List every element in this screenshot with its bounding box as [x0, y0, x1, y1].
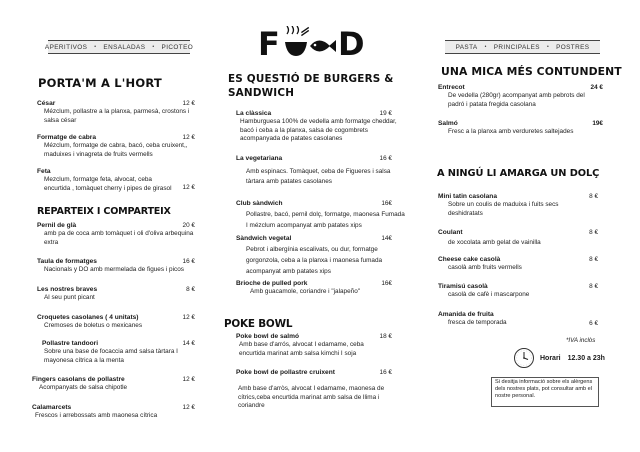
item-name: César: [37, 100, 56, 107]
item-price: 12 €: [182, 376, 195, 383]
menu-item-calamarcets[interactable]: [32, 404, 195, 421]
menu-item-pollastre-tandoori[interactable]: [37, 340, 195, 365]
item-name: Taula de formatges: [37, 258, 97, 265]
item-description: Pebrot i albergínia escalivats, ou dur, formatge gorgonzola, ceba a la planxa i maonesa fumada acompanyat amb patates xips: [246, 246, 383, 276]
nav-separator-dot: •: [152, 44, 155, 50]
item-name: Brioche de pulled pork: [236, 280, 308, 287]
nav-bar-left: [44, 40, 194, 54]
menu-item-poke-salmo[interactable]: [236, 333, 406, 358]
item-description: Frescos i arrebossats amb maonesa cítrica: [35, 412, 158, 420]
item-name: Fingers casolans de pollastre: [32, 376, 125, 383]
item-price: 16 €: [379, 369, 392, 376]
item-name: Sàndwich vegetal: [236, 235, 292, 242]
item-price: 16 €: [182, 258, 195, 265]
item-price: 16 €: [379, 155, 392, 162]
menu-item-vegetariana[interactable]: [236, 155, 406, 187]
item-name: Poke bowl de salmó: [236, 333, 300, 340]
item-description: De vedella (280gr) acompanyat amb pebrots del padró i patata fregida casolana: [448, 92, 585, 108]
item-price: 14 €: [182, 340, 195, 347]
nav-item-postres[interactable]: POSTRES: [556, 43, 590, 51]
item-name: Salmó: [438, 120, 458, 127]
item-name: Tiramisú casolà: [438, 283, 488, 290]
nav-bar-right: [445, 40, 600, 54]
item-price: 19€: [592, 120, 603, 127]
item-price: 24 €: [590, 84, 603, 91]
nav-separator-dot: •: [484, 44, 487, 50]
allergen-notice: Si desitja informació sobre els alèrgens dels nostres plats, pot consultar amb el nostre personal.: [491, 377, 599, 407]
item-name: Calamarcets: [32, 404, 72, 411]
item-price: 14€: [381, 235, 392, 242]
menu-item-tatin[interactable]: [438, 193, 598, 218]
menu-item-classica[interactable]: [236, 110, 406, 144]
item-description: amb pa de coca amb tomàquet i oli d'oliva arbequina extra: [44, 230, 194, 246]
item-description: casolà de cafè i mascarpone: [448, 291, 530, 299]
item-name: La clàssica: [236, 110, 272, 117]
item-name: Formatge de cabra: [37, 134, 96, 141]
section-title-comparteix: REPARTEIX I COMPARTEIX: [37, 206, 171, 217]
item-price: 8 €: [589, 283, 598, 290]
item-name: Entrecot: [438, 84, 465, 91]
nav-separator-dot: •: [546, 44, 550, 50]
menu-item-fingers[interactable]: [32, 376, 195, 393]
menu-item-croquetes[interactable]: [37, 314, 195, 331]
item-price: 8 €: [589, 256, 598, 263]
bowl-icon: [285, 26, 309, 56]
item-description: Amb espinacs. Tomàquet, ceba de Figueres i salsa tàrtara amb patates casolanes: [246, 168, 391, 186]
section-title-poke-bowl: POKE BOWL: [224, 318, 293, 330]
menu-item-club-sandwich[interactable]: [236, 200, 406, 231]
menu-item-pernil[interactable]: [37, 222, 195, 247]
item-price: 12 €: [182, 134, 195, 141]
item-description: Amb guacamole, coriandre i "jalapeño": [250, 288, 361, 296]
nav-item-aperitivos[interactable]: APERITIVOS: [44, 43, 88, 51]
item-price: 6 €: [589, 320, 598, 327]
item-name: Pollastre tandoori: [42, 340, 99, 347]
menu-item-coulant[interactable]: [438, 229, 598, 248]
item-description: Amb base d'arrós, alvocat I edamame, ceba encurtida marinat amb salsa kimchi I soja: [239, 341, 364, 357]
logo-letter-f: F: [258, 26, 280, 60]
item-description: Sobre un coulis de maduixa i fuits secs deshidratats: [448, 201, 559, 217]
item-description: fresca de temporada: [448, 319, 507, 327]
section-title-burgers: ES QUESTIÓ DE BURGERS & SANDWICH: [228, 73, 394, 99]
section-title-contundent: UNA MICA MÉS CONTUNDENT: [441, 65, 622, 78]
nav-item-principales[interactable]: PRINCIPALES: [493, 43, 540, 51]
item-description: Al seu punt picant: [44, 294, 95, 302]
menu-item-entrecot[interactable]: [438, 84, 603, 109]
item-description: Amb base d'arròs, alvocat I edamame, maonesa de cítrics,ceba encurtida marinat amb salsa de llima i coriandre: [238, 385, 385, 410]
menu-item-formatges[interactable]: [37, 258, 195, 275]
menu-item-cheese-cake[interactable]: [438, 256, 598, 273]
horari-label: Horari: [540, 355, 561, 362]
item-price: 12 €: [182, 314, 195, 321]
item-description: Mezclum, formatge feta, alvocat, ceba encurtida , tomàquet cherry i pipes de girasol: [44, 176, 172, 192]
section-title-dolc: A NINGÚ LI AMARGA UN DOLÇ: [437, 168, 600, 179]
item-name: Mini tatin casolana: [438, 193, 497, 200]
horari-text: [540, 355, 605, 362]
menu-item-amanida-fruita[interactable]: [438, 311, 598, 328]
clock-icon: [513, 347, 535, 369]
item-price: 20 €: [182, 222, 195, 229]
item-price: 8 €: [589, 193, 598, 200]
item-description: Fresc a la planxa amb verduretes saltejades: [448, 128, 574, 136]
item-price: 12 €: [182, 184, 195, 191]
menu-item-formatge-cabra[interactable]: [37, 134, 195, 159]
item-price: 8 €: [186, 286, 195, 293]
item-name: Cheese cake casolà: [438, 256, 501, 263]
menu-item-sandwich-vegetal[interactable]: [236, 235, 406, 277]
nav-separator-dot: •: [94, 44, 97, 50]
item-price: 8 €: [589, 229, 598, 236]
section-title-hort: PORTA'M A L'HORT: [38, 76, 162, 90]
item-price: 19 €: [379, 110, 392, 117]
item-name: Poke bowl de pollastre cruixent: [236, 369, 335, 376]
item-description: Cremoses de boletus o mexicanes: [44, 322, 143, 330]
item-name: Coulant: [438, 229, 463, 236]
logo-letter-d: D: [338, 26, 365, 60]
item-description: casolà amb fruits vermells: [448, 264, 522, 272]
horari-value: 12.30 a 23h: [567, 355, 605, 362]
item-description: Acompanyats de salsa chipotle: [39, 384, 128, 392]
food-logo: [258, 26, 366, 60]
item-description: de xocolata amb gelat de vainilla: [448, 239, 541, 247]
item-price: 12 €: [182, 100, 195, 107]
menu-item-brioche[interactable]: [236, 280, 406, 297]
item-name: Les nostres braves: [37, 286, 98, 293]
item-description: Sobre una base de focaccia amd salsa tàrtara I mayonesa cítrica a la menta: [44, 348, 178, 364]
item-name: La vegetariana: [236, 155, 283, 162]
fish-icon: [310, 40, 336, 52]
item-description: Mézclum, formatge de cabra, bacó, ceba cruixent,, maduixes i vinagreta de fruits vermells: [44, 142, 188, 158]
menu-item-poke-pollastre[interactable]: [236, 369, 406, 411]
menu-item-feta[interactable]: [37, 168, 195, 193]
item-name: Croquetes casolanes ( 4 unitats): [37, 314, 139, 321]
item-price: 16€: [381, 200, 392, 207]
item-description: Mézclum, pollastre a la planxa, parmesà, crostons i salsa césar: [44, 108, 190, 124]
item-price: 16€: [381, 280, 392, 287]
item-description: Hamburguesa 100% de vedella amb formatge cheddar, bacó i ceba a la planxa, salsa de cogombrets acompanyada de patates casolanes: [240, 118, 397, 143]
menu-item-salmo[interactable]: [438, 120, 603, 137]
item-description: Nacionals y DO amb mermelada de figues i picos: [44, 266, 184, 274]
menu-item-cesar[interactable]: [37, 100, 195, 125]
menu-item-tiramisu[interactable]: [438, 283, 598, 300]
item-name: Feta: [37, 168, 51, 175]
menu-item-braves[interactable]: [37, 286, 195, 303]
nav-item-ensaladas[interactable]: ENSALADAS: [103, 43, 146, 51]
item-name: Club sàndwich: [236, 200, 283, 207]
item-name: Pernil de glà: [37, 222, 77, 229]
item-name: Amanida de fruita: [438, 311, 494, 318]
item-description: Pollastre, bacó, pernil dolç, formatge, maonesa Fumada I mézclum acompanyat amb patates xips: [246, 211, 405, 230]
iva-note: *IVA inclòs: [566, 337, 596, 344]
item-price: 18 €: [379, 333, 392, 340]
nav-item-picoteo[interactable]: PICOTEO: [161, 43, 194, 51]
nav-item-pasta[interactable]: PASTA: [455, 43, 478, 51]
item-price: 12 €: [182, 404, 195, 411]
